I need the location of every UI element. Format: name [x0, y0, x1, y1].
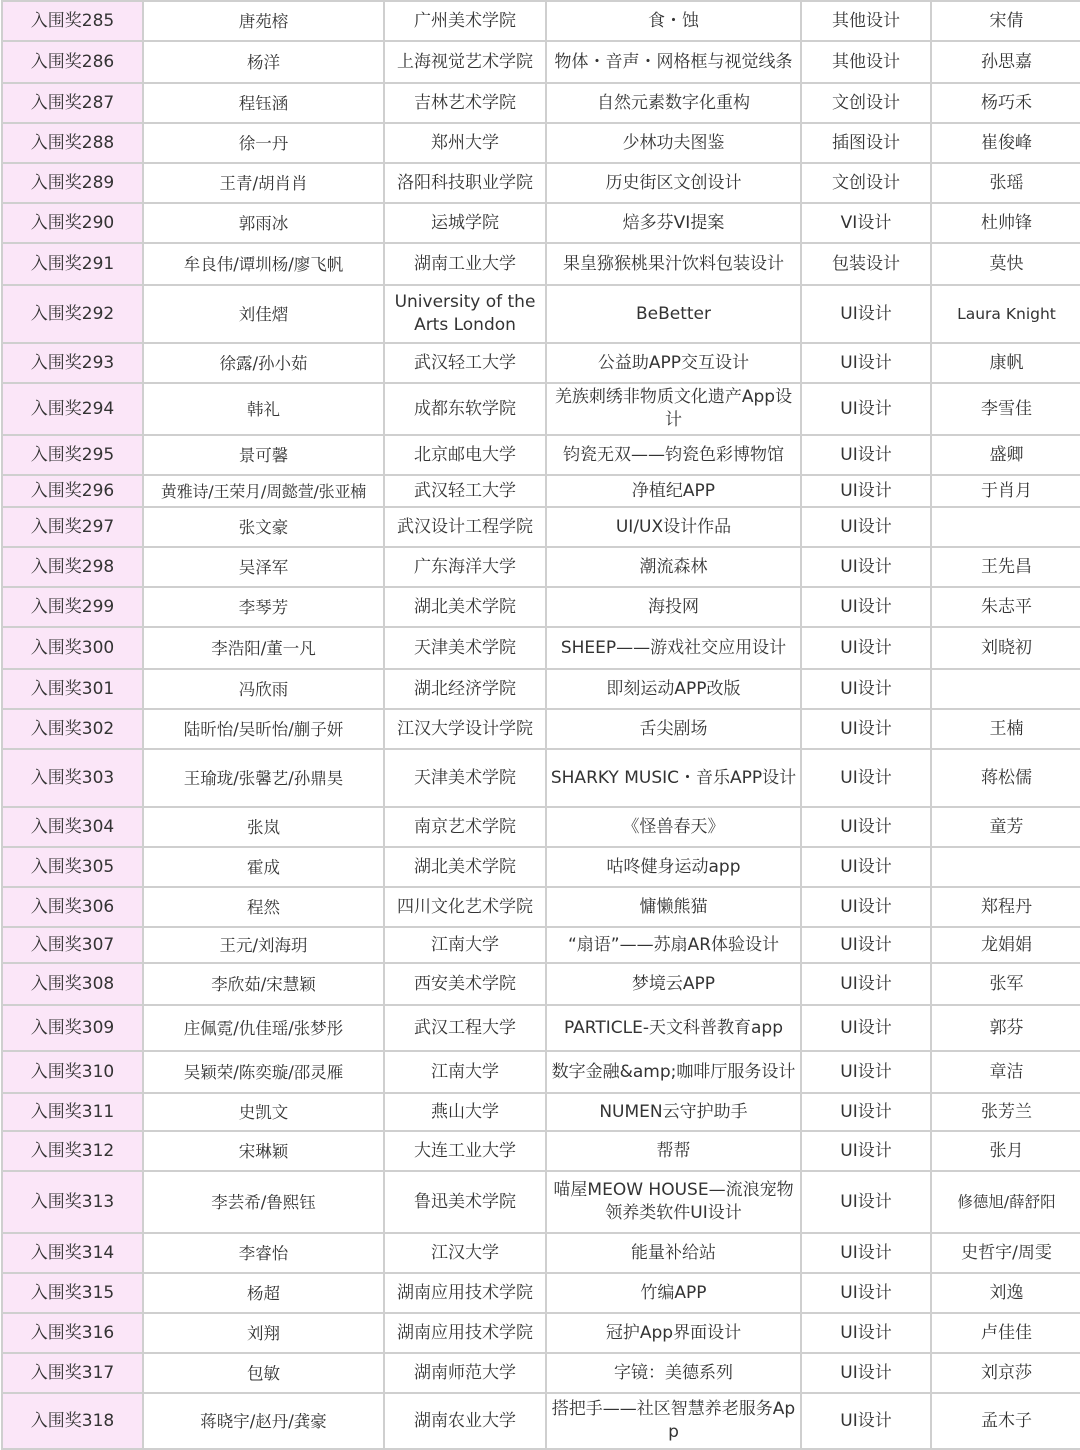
- teacher-cell: 郭芬: [931, 1005, 1080, 1051]
- award-cell: 入围奖317: [2, 1353, 143, 1393]
- teacher-cell: 于肖月: [931, 475, 1080, 507]
- work-title-cell: 帮帮: [546, 1131, 801, 1171]
- award-cell: 入围奖305: [2, 847, 143, 887]
- school-cell: 广州美术学院: [384, 1, 546, 41]
- school-cell: 鲁迅美术学院: [384, 1171, 546, 1233]
- table-row: [2, 1313, 1080, 1353]
- work-title-cell: 食・蚀: [546, 1, 801, 41]
- teacher-cell: [931, 507, 1080, 547]
- author-cell: 韩礼: [143, 383, 384, 435]
- award-cell: 入围奖309: [2, 1005, 143, 1051]
- work-title-cell: 舌尖剧场: [546, 709, 801, 749]
- table-row: [2, 203, 1080, 243]
- work-title-cell: 净植纪APP: [546, 475, 801, 507]
- table-row: [2, 927, 1080, 963]
- school-cell: 上海视觉艺术学院: [384, 41, 546, 83]
- award-cell: 入围奖297: [2, 507, 143, 547]
- table-row: [2, 807, 1080, 847]
- award-cell: 入围奖306: [2, 887, 143, 927]
- category-cell: UI设计: [801, 343, 931, 383]
- category-cell: UI设计: [801, 1171, 931, 1233]
- category-cell: UI设计: [801, 1051, 931, 1093]
- school-cell: 吉林艺术学院: [384, 83, 546, 123]
- school-cell: 湖南应用技术学院: [384, 1273, 546, 1313]
- work-title-cell: 钧瓷无双——钧瓷色彩博物馆: [546, 435, 801, 475]
- award-cell: 入围奖302: [2, 709, 143, 749]
- table-row: [2, 1005, 1080, 1051]
- school-cell: 湖南师范大学: [384, 1353, 546, 1393]
- category-cell: 文创设计: [801, 163, 931, 203]
- award-cell: 入围奖294: [2, 383, 143, 435]
- table-row: [2, 343, 1080, 383]
- award-cell: 入围奖291: [2, 243, 143, 285]
- award-list-body: [2, 1, 1080, 1449]
- school-cell: 湖南工业大学: [384, 243, 546, 285]
- school-cell: 湖北美术学院: [384, 847, 546, 887]
- category-cell: UI设计: [801, 807, 931, 847]
- table-row: [2, 1171, 1080, 1233]
- category-cell: UI设计: [801, 709, 931, 749]
- table-row: [2, 547, 1080, 587]
- category-cell: UI设计: [801, 1393, 931, 1449]
- teacher-cell: [931, 847, 1080, 887]
- award-cell: 入围奖312: [2, 1131, 143, 1171]
- teacher-cell: 卢佳佳: [931, 1313, 1080, 1353]
- category-cell: UI设计: [801, 749, 931, 807]
- teacher-cell: 刘京莎: [931, 1353, 1080, 1393]
- teacher-cell: 龙娟娟: [931, 927, 1080, 963]
- work-title-cell: NUMEN云守护助手: [546, 1093, 801, 1131]
- school-cell: 武汉工程大学: [384, 1005, 546, 1051]
- table-row: [2, 123, 1080, 163]
- table-row: [2, 435, 1080, 475]
- teacher-cell: 童芳: [931, 807, 1080, 847]
- category-cell: 包装设计: [801, 243, 931, 285]
- award-cell: 入围奖296: [2, 475, 143, 507]
- work-title-cell: 自然元素数字化重构: [546, 83, 801, 123]
- author-cell: 杨超: [143, 1273, 384, 1313]
- category-cell: UI设计: [801, 847, 931, 887]
- teacher-cell: 康帆: [931, 343, 1080, 383]
- category-cell: UI设计: [801, 963, 931, 1005]
- work-title-cell: 历史街区文创设计: [546, 163, 801, 203]
- work-title-cell: 咕咚健身运动app: [546, 847, 801, 887]
- category-cell: UI设计: [801, 1273, 931, 1313]
- work-title-cell: SHARKY MUSIC・音乐APP设计: [546, 749, 801, 807]
- table-row: [2, 285, 1080, 343]
- work-title-cell: 梦境云APP: [546, 963, 801, 1005]
- table-row: [2, 243, 1080, 285]
- table-row: [2, 41, 1080, 83]
- author-cell: 王瑜珑/张馨艺/孙鼎昊: [143, 749, 384, 807]
- teacher-cell: 崔俊峰: [931, 123, 1080, 163]
- work-title-cell: 焙多芬VI提案: [546, 203, 801, 243]
- work-title-cell: 即刻运动APP改版: [546, 669, 801, 709]
- teacher-cell: Laura Knight: [931, 285, 1080, 343]
- category-cell: UI设计: [801, 887, 931, 927]
- author-cell: 张岚: [143, 807, 384, 847]
- school-cell: 武汉设计工程学院: [384, 507, 546, 547]
- teacher-cell: 张芳兰: [931, 1093, 1080, 1131]
- teacher-cell: 盛卿: [931, 435, 1080, 475]
- table-row: [2, 963, 1080, 1005]
- table-row: [2, 587, 1080, 627]
- category-cell: VI设计: [801, 203, 931, 243]
- author-cell: 程然: [143, 887, 384, 927]
- school-cell: 运城学院: [384, 203, 546, 243]
- teacher-cell: 李雪佳: [931, 383, 1080, 435]
- award-cell: 入围奖292: [2, 285, 143, 343]
- award-cell: 入围奖301: [2, 669, 143, 709]
- author-cell: 黄雅诗/王荣月/周懿萱/张亚楠: [143, 475, 384, 507]
- table-row: [2, 163, 1080, 203]
- work-title-cell: 喵屋MEOW HOUSE—流浪宠物领养类软件UI设计: [546, 1171, 801, 1233]
- award-cell: 入围奖316: [2, 1313, 143, 1353]
- table-row: [2, 847, 1080, 887]
- category-cell: 插图设计: [801, 123, 931, 163]
- teacher-cell: 杜帅锋: [931, 203, 1080, 243]
- award-cell: 入围奖300: [2, 627, 143, 669]
- award-cell: 入围奖285: [2, 1, 143, 41]
- work-title-cell: “扇语”——苏扇AR体验设计: [546, 927, 801, 963]
- award-cell: 入围奖304: [2, 807, 143, 847]
- teacher-cell: 修德旭/薛舒阳: [931, 1171, 1080, 1233]
- category-cell: UI设计: [801, 285, 931, 343]
- teacher-cell: 张月: [931, 1131, 1080, 1171]
- category-cell: UI设计: [801, 587, 931, 627]
- author-cell: 李浩阳/董一凡: [143, 627, 384, 669]
- award-cell: 入围奖311: [2, 1093, 143, 1131]
- table-row: [2, 1353, 1080, 1393]
- work-title-cell: 字镜：美德系列: [546, 1353, 801, 1393]
- school-cell: 武汉轻工大学: [384, 343, 546, 383]
- category-cell: UI设计: [801, 1233, 931, 1273]
- author-cell: 包敏: [143, 1353, 384, 1393]
- table-row: [2, 669, 1080, 709]
- table-row: [2, 475, 1080, 507]
- table-row: [2, 83, 1080, 123]
- school-cell: 北京邮电大学: [384, 435, 546, 475]
- teacher-cell: [931, 669, 1080, 709]
- award-cell: 入围奖310: [2, 1051, 143, 1093]
- author-cell: 庄佩霓/仇佳瑶/张梦彤: [143, 1005, 384, 1051]
- school-cell: 湖南农业大学: [384, 1393, 546, 1449]
- table-row: [2, 1233, 1080, 1273]
- work-title-cell: 羌族刺绣非物质文化遗产App设计: [546, 383, 801, 435]
- category-cell: UI设计: [801, 927, 931, 963]
- teacher-cell: 王楠: [931, 709, 1080, 749]
- work-title-cell: 潮流森林: [546, 547, 801, 587]
- school-cell: 郑州大学: [384, 123, 546, 163]
- category-cell: UI设计: [801, 669, 931, 709]
- author-cell: 刘佳熠: [143, 285, 384, 343]
- author-cell: 李睿怡: [143, 1233, 384, 1273]
- teacher-cell: 郑程丹: [931, 887, 1080, 927]
- school-cell: 南京艺术学院: [384, 807, 546, 847]
- table-row: [2, 1393, 1080, 1449]
- author-cell: 史凯文: [143, 1093, 384, 1131]
- author-cell: 徐一丹: [143, 123, 384, 163]
- category-cell: UI设计: [801, 1093, 931, 1131]
- category-cell: UI设计: [801, 1131, 931, 1171]
- table-row: [2, 1093, 1080, 1131]
- work-title-cell: 慵懒熊猫: [546, 887, 801, 927]
- teacher-cell: 刘逸: [931, 1273, 1080, 1313]
- author-cell: 张文豪: [143, 507, 384, 547]
- category-cell: UI设计: [801, 1313, 931, 1353]
- author-cell: 霍成: [143, 847, 384, 887]
- category-cell: UI设计: [801, 383, 931, 435]
- work-title-cell: 《怪兽春天》: [546, 807, 801, 847]
- school-cell: 江汉大学: [384, 1233, 546, 1273]
- school-cell: 江南大学: [384, 927, 546, 963]
- work-title-cell: 果皇猕猴桃果汁饮料包装设计: [546, 243, 801, 285]
- work-title-cell: 少林功夫图鉴: [546, 123, 801, 163]
- teacher-cell: 张军: [931, 963, 1080, 1005]
- table-row: [2, 1131, 1080, 1171]
- teacher-cell: 杨巧禾: [931, 83, 1080, 123]
- work-title-cell: 冠护App界面设计: [546, 1313, 801, 1353]
- category-cell: UI设计: [801, 507, 931, 547]
- school-cell: 天津美术学院: [384, 627, 546, 669]
- author-cell: 刘翔: [143, 1313, 384, 1353]
- table-row: [2, 1273, 1080, 1313]
- author-cell: 徐露/孙小茹: [143, 343, 384, 383]
- work-title-cell: 物体・音声・网格框与视觉线条: [546, 41, 801, 83]
- author-cell: 陆昕怡/吴昕怡/蒯子妍: [143, 709, 384, 749]
- award-cell: 入围奖289: [2, 163, 143, 203]
- author-cell: 李欣茹/宋慧颖: [143, 963, 384, 1005]
- school-cell: 西安美术学院: [384, 963, 546, 1005]
- category-cell: UI设计: [801, 627, 931, 669]
- school-cell: 燕山大学: [384, 1093, 546, 1131]
- school-cell: 四川文化艺术学院: [384, 887, 546, 927]
- work-title-cell: PARTICLE-天文科普教育app: [546, 1005, 801, 1051]
- award-cell: 入围奖308: [2, 963, 143, 1005]
- school-cell: 江汉大学设计学院: [384, 709, 546, 749]
- school-cell: 天津美术学院: [384, 749, 546, 807]
- school-cell: 湖南应用技术学院: [384, 1313, 546, 1353]
- category-cell: UI设计: [801, 475, 931, 507]
- work-title-cell: SHEEP——游戏社交应用设计: [546, 627, 801, 669]
- author-cell: 吴颖荣/陈奕璇/邵灵雁: [143, 1051, 384, 1093]
- table-row: [2, 887, 1080, 927]
- school-cell: 湖北经济学院: [384, 669, 546, 709]
- teacher-cell: 王先昌: [931, 547, 1080, 587]
- category-cell: 其他设计: [801, 41, 931, 83]
- school-cell: 武汉轻工大学: [384, 475, 546, 507]
- table-row: [2, 1051, 1080, 1093]
- award-cell: 入围奖288: [2, 123, 143, 163]
- work-title-cell: 竹编APP: [546, 1273, 801, 1313]
- category-cell: UI设计: [801, 547, 931, 587]
- award-cell: 入围奖293: [2, 343, 143, 383]
- teacher-cell: 刘晓初: [931, 627, 1080, 669]
- teacher-cell: 孙思嘉: [931, 41, 1080, 83]
- award-cell: 入围奖315: [2, 1273, 143, 1313]
- author-cell: 唐苑榕: [143, 1, 384, 41]
- school-cell: 大连工业大学: [384, 1131, 546, 1171]
- award-cell: 入围奖287: [2, 83, 143, 123]
- author-cell: 王青/胡肖肖: [143, 163, 384, 203]
- award-list-table: [1, 0, 1080, 1450]
- award-cell: 入围奖295: [2, 435, 143, 475]
- award-cell: 入围奖313: [2, 1171, 143, 1233]
- school-cell: 成都东软学院: [384, 383, 546, 435]
- work-title-cell: 搭把手——社区智慧养老服务App: [546, 1393, 801, 1449]
- award-cell: 入围奖314: [2, 1233, 143, 1273]
- author-cell: 吴泽军: [143, 547, 384, 587]
- author-cell: 蒋晓宇/赵丹/龚豪: [143, 1393, 384, 1449]
- category-cell: 其他设计: [801, 1, 931, 41]
- award-cell: 入围奖286: [2, 41, 143, 83]
- work-title-cell: UI/UX设计作品: [546, 507, 801, 547]
- table-row: [2, 383, 1080, 435]
- author-cell: 王元/刘海玥: [143, 927, 384, 963]
- teacher-cell: 莫快: [931, 243, 1080, 285]
- teacher-cell: 章洁: [931, 1051, 1080, 1093]
- work-title-cell: BeBetter: [546, 285, 801, 343]
- award-cell: 入围奖298: [2, 547, 143, 587]
- school-cell: 湖北美术学院: [384, 587, 546, 627]
- table-row: [2, 1, 1080, 41]
- work-title-cell: 能量补给站: [546, 1233, 801, 1273]
- award-cell: 入围奖318: [2, 1393, 143, 1449]
- category-cell: UI设计: [801, 1005, 931, 1051]
- teacher-cell: 孟木子: [931, 1393, 1080, 1449]
- author-cell: 李琴芳: [143, 587, 384, 627]
- author-cell: 李芸希/鲁熙钰: [143, 1171, 384, 1233]
- author-cell: 牟良伟/谭圳杨/廖飞帆: [143, 243, 384, 285]
- category-cell: UI设计: [801, 1353, 931, 1393]
- table-row: [2, 709, 1080, 749]
- author-cell: 程钰涵: [143, 83, 384, 123]
- table-row: [2, 627, 1080, 669]
- teacher-cell: 张瑶: [931, 163, 1080, 203]
- award-cell: 入围奖290: [2, 203, 143, 243]
- school-cell: 洛阳科技职业学院: [384, 163, 546, 203]
- teacher-cell: 史哲宇/周雯: [931, 1233, 1080, 1273]
- work-title-cell: 数字金融&amp;咖啡厅服务设计: [546, 1051, 801, 1093]
- author-cell: 冯欣雨: [143, 669, 384, 709]
- work-title-cell: 海投网: [546, 587, 801, 627]
- award-cell: 入围奖307: [2, 927, 143, 963]
- award-cell: 入围奖299: [2, 587, 143, 627]
- table-row: [2, 507, 1080, 547]
- school-cell: 江南大学: [384, 1051, 546, 1093]
- author-cell: 宋琳颖: [143, 1131, 384, 1171]
- school-cell: 广东海洋大学: [384, 547, 546, 587]
- teacher-cell: 宋倩: [931, 1, 1080, 41]
- teacher-cell: 蒋松儒: [931, 749, 1080, 807]
- work-title-cell: 公益助APP交互设计: [546, 343, 801, 383]
- category-cell: UI设计: [801, 435, 931, 475]
- award-cell: 入围奖303: [2, 749, 143, 807]
- category-cell: 文创设计: [801, 83, 931, 123]
- table-row: [2, 749, 1080, 807]
- author-cell: 景可馨: [143, 435, 384, 475]
- teacher-cell: 朱志平: [931, 587, 1080, 627]
- author-cell: 杨洋: [143, 41, 384, 83]
- author-cell: 郭雨冰: [143, 203, 384, 243]
- school-cell: University of the Arts London: [384, 285, 546, 343]
